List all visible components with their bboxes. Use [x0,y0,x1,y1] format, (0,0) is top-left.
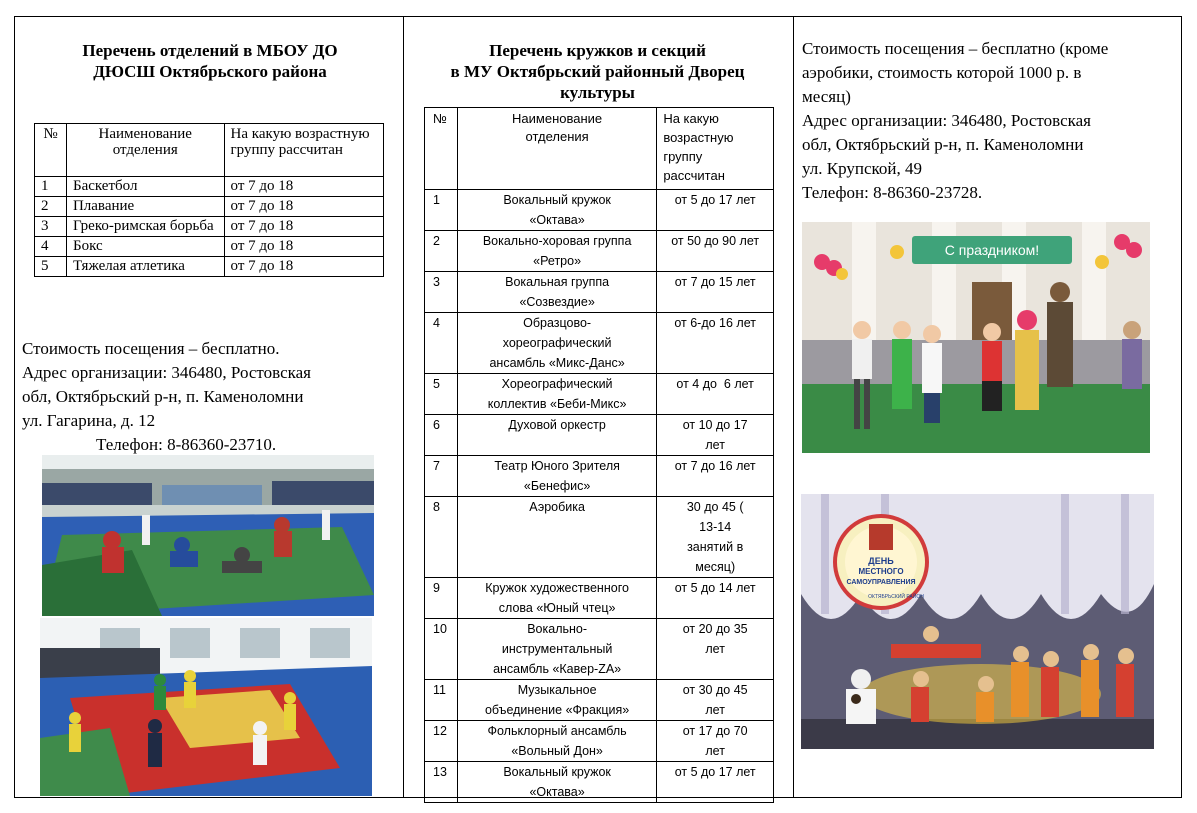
row-name: Бокс [66,237,224,257]
column-divider-1 [403,16,404,798]
row-number: 6 [425,415,458,456]
row-name: Хореографический коллектив «Беби-Микс» [457,374,656,415]
header-number: № [35,124,67,177]
row-number: 10 [425,619,458,680]
row-number: 11 [425,680,458,721]
sports-table [34,123,384,277]
col1-contacts [22,337,397,457]
address-line: ул. Гагарина, д. 12 [22,411,156,430]
header-name: Наименование отделения [66,124,224,177]
row-name: Баскетбол [66,177,224,197]
row-number: 2 [425,231,458,272]
table-row [425,231,774,272]
table-row [35,197,384,217]
row-number: 7 [425,456,458,497]
row-name: Фольклорный ансамбль «Вольный Дон» [457,721,656,762]
emblem-line: САМОУПРАВЛЕНИЯ [846,579,916,586]
cost-text: месяц) [802,87,851,106]
row-age: от 7 до 18 [224,197,383,217]
row-age: от 7 до 18 [224,237,383,257]
row-name: Вокальная группа «Созвездие» [457,272,656,313]
row-number: 3 [35,217,67,237]
row-number: 5 [35,257,67,277]
row-age: от 7 до 16 лет [657,456,774,497]
row-age: от 10 до 17 лет [657,415,774,456]
basketball-photo [40,618,372,796]
table-row [425,680,774,721]
phone-text: Телефон: 8-86360-23728. [802,183,983,202]
table-row [425,374,774,415]
table-row [425,456,774,497]
row-name: Образцово-хореографический ансамбль «Микс-Данс» [457,313,656,374]
row-number: 8 [425,497,458,578]
row-age: от 7 до 18 [224,217,383,237]
row-age: от 5 до 14 лет [657,578,774,619]
col2-title-line: Перечень кружков и секций [489,41,706,60]
col2-title-line: культуры [560,83,635,102]
table-row [425,497,774,578]
row-age: от 17 до 70 лет [657,721,774,762]
row-number: 3 [425,272,458,313]
table-header-row [35,124,384,177]
row-number: 1 [425,190,458,231]
header-name: Наименование отделения [457,108,656,190]
row-age: от 6-до 16 лет [657,313,774,374]
row-number: 5 [425,374,458,415]
row-name: Греко-римская борьба [66,217,224,237]
emblem-line: ДЕНЬ [868,556,894,566]
col2-title-line: в МУ Октябрьский районный Дворец [450,62,745,81]
table-row [425,762,774,803]
row-age: от 4 до 6 лет [657,374,774,415]
table-row [425,415,774,456]
row-number: 12 [425,721,458,762]
row-age: от 7 до 18 [224,177,383,197]
col1-title-line: Перечень отделений в МБОУ ДО [82,41,338,60]
row-age: от 5 до 17 лет [657,762,774,803]
row-name: Духовой оркестр [457,415,656,456]
row-number: 4 [425,313,458,374]
emblem-line: МЕСТНОГО [858,567,904,576]
row-name: Театр Юного Зрителя «Бенефис» [457,456,656,497]
cost-text: Стоимость посещения – бесплатно (кроме [802,39,1109,58]
row-name: Вокальный кружок «Октава» [457,190,656,231]
emblem-line: ОКТЯБРЬСКИЙ РАЙОН [868,594,924,600]
table-row [425,272,774,313]
phone-text: Телефон: 8-86360-23710. [96,435,277,454]
row-age: от 7 до 18 [224,257,383,277]
header-age: На какую возрастную группу рассчитан [224,124,383,177]
row-name: Вокальный кружок «Октава» [457,762,656,803]
row-name: Вокально-инструментальный ансамбль «Кавер-ZA» [457,619,656,680]
row-number: 9 [425,578,458,619]
address-line: обл, Октябрьский р-н, п. Каменоломни [802,135,1084,154]
row-number: 1 [35,177,67,197]
col1-title-line: ДЮСШ Октябрьского района [93,62,327,81]
table-header-row [425,108,774,190]
table-row [35,237,384,257]
row-name: Тяжелая атлетика [66,257,224,277]
table-row [35,177,384,197]
col2-title [410,40,785,103]
clubs-table [424,107,774,803]
address-line: ул. Крупской, 49 [802,159,922,178]
row-name: Кружок художественного слова «Юный чтец» [457,578,656,619]
row-name: Аэробика [457,497,656,578]
address-line: Адрес организации: 346480, Ростовская [22,363,311,382]
table-row [425,721,774,762]
stage-performance-photo [801,494,1154,749]
col1-title [30,40,390,82]
table-row [425,313,774,374]
cost-text: аэробики, стоимость которой 1000 р. в [802,63,1082,82]
row-number: 2 [35,197,67,217]
table-row [425,578,774,619]
row-number: 4 [35,237,67,257]
row-age: от 7 до 15 лет [657,272,774,313]
table-row [425,619,774,680]
address-line: Адрес организации: 346480, Ростовская [802,111,1091,130]
table-row [35,257,384,277]
row-name: Плавание [66,197,224,217]
col3-contacts [802,37,1177,205]
wrestling-photo [42,455,374,616]
table-row [35,217,384,237]
banner-text: С праздником! [944,242,1040,258]
row-name: Музыкальное объединение «Фракция» [457,680,656,721]
row-name: Вокально-хоровая группа «Ретро» [457,231,656,272]
row-number: 13 [425,762,458,803]
row-age: от 5 до 17 лет [657,190,774,231]
palace-celebration-photo [802,222,1150,453]
table-row [425,190,774,231]
row-age: 30 до 45 ( 13-14 занятий в месяц) [657,497,774,578]
row-age: от 30 до 45 лет [657,680,774,721]
header-number: № [425,108,458,190]
address-line: обл, Октябрьский р-н, п. Каменоломни [22,387,304,406]
cost-text: Стоимость посещения – бесплатно. [22,339,280,358]
row-age: от 20 до 35 лет [657,619,774,680]
row-age: от 50 до 90 лет [657,231,774,272]
header-age: На какую возрастную группу рассчитан [657,108,774,190]
column-divider-2 [793,16,794,798]
